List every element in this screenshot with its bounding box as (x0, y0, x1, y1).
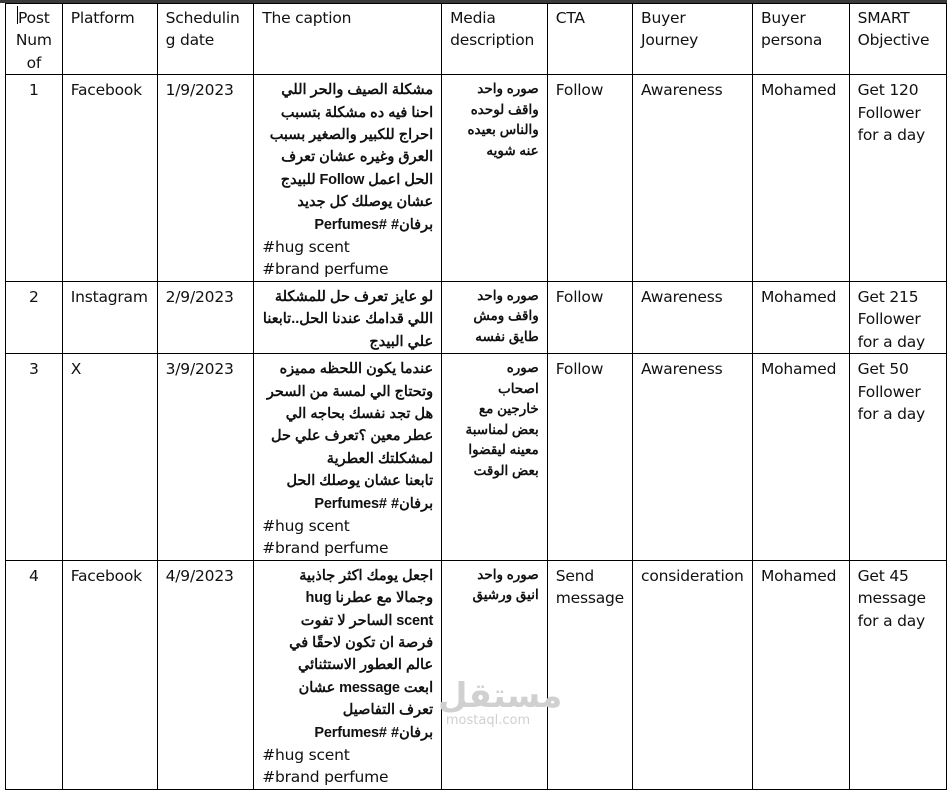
hashtag: #brand perfume (262, 768, 389, 787)
caption-line: برفان# #Perfumes (314, 216, 434, 233)
media-description-line: واقف ومش (473, 308, 539, 324)
hashtag: #brand perfume (262, 539, 389, 558)
platform-cell: X (62, 354, 157, 561)
hashtag: #hug scent (262, 238, 350, 257)
header-platform: Platform (62, 4, 157, 75)
cta-cell: Follow (547, 354, 632, 561)
buyer-persona-cell: Mohamed (752, 560, 849, 789)
hashtag: #hug scent (262, 516, 350, 535)
media-description-line: صوره واحد (477, 287, 539, 303)
caption-cell (254, 560, 442, 789)
buyer-persona-cell: Mohamed (752, 281, 849, 353)
caption-line: scent الساحر لا تفوت (300, 612, 434, 629)
media-description-line: عنه شويه (486, 142, 539, 158)
caption-line: وتحتاج الي لمسة من السحر (266, 383, 434, 400)
hashtag: #hug scent (262, 746, 350, 764)
media-description-line: انيق ورشيق (472, 587, 539, 603)
header-smart-objective: SMART Objective (849, 4, 946, 75)
media-description-line: واقف لوحده (470, 101, 539, 117)
caption-line: فرصة ان تكون لاحقًا في (289, 634, 434, 651)
caption-line: علي البيدج (369, 333, 434, 350)
caption-line: احنا فيه ده مشكلة بتسبب (280, 104, 434, 121)
smart-objective-cell: Get 215 Follower for a day (849, 281, 946, 353)
header-buyer-journey: Buyer Journey (633, 4, 753, 75)
header-buyer-persona: Buyer persona (752, 4, 849, 75)
media-description-line: والناس بعيده (467, 122, 539, 138)
cta-cell: Follow (547, 281, 632, 353)
caption-line: تابعنا عشان يوصلك الحل (286, 473, 434, 490)
watermark-arabic: مستقل (438, 676, 563, 716)
buyer-persona-cell: Mohamed (752, 354, 849, 561)
buyer-journey-cell: Awareness (633, 354, 753, 561)
caption-cell (254, 354, 442, 561)
caption-cell (254, 75, 442, 282)
cta-cell: Follow (547, 75, 632, 282)
media-description-line: بعض لمناسبة (465, 421, 539, 437)
buyer-persona-cell: Mohamed (752, 75, 849, 282)
media-description-line: معينه ليقضوا (468, 442, 539, 458)
table-row (6, 560, 947, 789)
media-description-cell (442, 354, 548, 561)
media-description-cell (442, 560, 548, 789)
post-number-cell: 4 (6, 560, 63, 789)
media-description-line: صوره (506, 360, 539, 376)
table-row (6, 75, 947, 282)
caption-line: هل تجد نفسك بحاجه الي (285, 405, 434, 422)
buyer-journey-cell: Awareness (633, 281, 753, 353)
header-cta: CTA (547, 4, 632, 75)
scheduling-date-cell: 4/9/2023 (157, 560, 254, 789)
buyer-journey-cell: consideration (633, 560, 753, 789)
caption-line: ابعت message عشان (298, 679, 434, 696)
caption-line: وجمالا مع عطرنا hug (305, 590, 434, 607)
media-description-line: بعض الوقت (473, 462, 539, 478)
media-description-cell (442, 281, 548, 353)
platform-cell: Facebook (62, 75, 157, 282)
caption-line: الحل اعمل Follow للبيدج (280, 171, 434, 188)
platform-cell: Instagram (62, 281, 157, 353)
header-caption: The caption (254, 4, 442, 75)
post-number-cell: 2 (6, 281, 63, 353)
header-scheduling-date: Schedulin g date (157, 4, 254, 75)
media-description-cell (442, 75, 548, 282)
header-media-description: Media description (442, 4, 548, 75)
media-description-line: صوره واحد (477, 566, 539, 582)
media-description-line: اصحاب (497, 380, 539, 396)
caption-line: العرق وغيره عشان تعرف (281, 149, 434, 166)
smart-objective-cell: Get 45 message for a day (849, 560, 946, 789)
scheduling-date-cell: 3/9/2023 (157, 354, 254, 561)
media-description-line: صوره واحد (477, 81, 539, 97)
caption-line: اللي قدامك عندنا الحل..تابعنا (262, 311, 434, 328)
caption-line: عالم العطور الاستثنائي (297, 657, 434, 674)
post-number-cell: 1 (6, 75, 63, 282)
watermark-latin: mostaql.com (445, 713, 531, 728)
hashtag: #brand perfume (262, 260, 389, 279)
table-row (6, 354, 947, 561)
table-row (6, 281, 947, 353)
caption-line: اجعل يومك اكثر جاذبية (299, 567, 434, 584)
media-description-line: طايق نفسه (475, 328, 539, 344)
buyer-journey-cell: Awareness (633, 75, 753, 282)
caption-line: عشان يوصلك كل جديد (297, 194, 434, 211)
header-post-num: Post Num of (6, 4, 63, 75)
scheduling-date-cell: 1/9/2023 (157, 75, 254, 282)
caption-line: لمشكلتك العطرية (326, 450, 434, 467)
smart-objective-cell: Get 120 Follower for a day (849, 75, 946, 282)
post-number-cell: 3 (6, 354, 63, 561)
scheduling-date-cell: 2/9/2023 (157, 281, 254, 353)
caption-line: لو عايز تعرف حل للمشكلة (274, 288, 434, 305)
content-plan-table (5, 3, 947, 790)
caption-line: برفان# #Perfumes (314, 724, 434, 741)
caption-line: احراج للكبير والصغير بسبب (269, 127, 434, 144)
header-row (6, 4, 947, 75)
smart-objective-cell: Get 50 Follower for a day (849, 354, 946, 561)
caption-line: تعرف التفاصيل (342, 702, 434, 719)
caption-line: عندما يكون اللحظه مميزه (279, 361, 434, 378)
caption-line: برفان# #Perfumes (314, 495, 434, 512)
caption-line: عطر معين ؟تعرف علي حل (271, 428, 434, 445)
cta-cell: Send message (547, 560, 632, 789)
caption-line: مشكلة الصيف والحر اللي (281, 82, 434, 99)
caption-cell (254, 281, 442, 353)
platform-cell: Facebook (62, 560, 157, 789)
media-description-line: خارجين مع (478, 401, 539, 417)
